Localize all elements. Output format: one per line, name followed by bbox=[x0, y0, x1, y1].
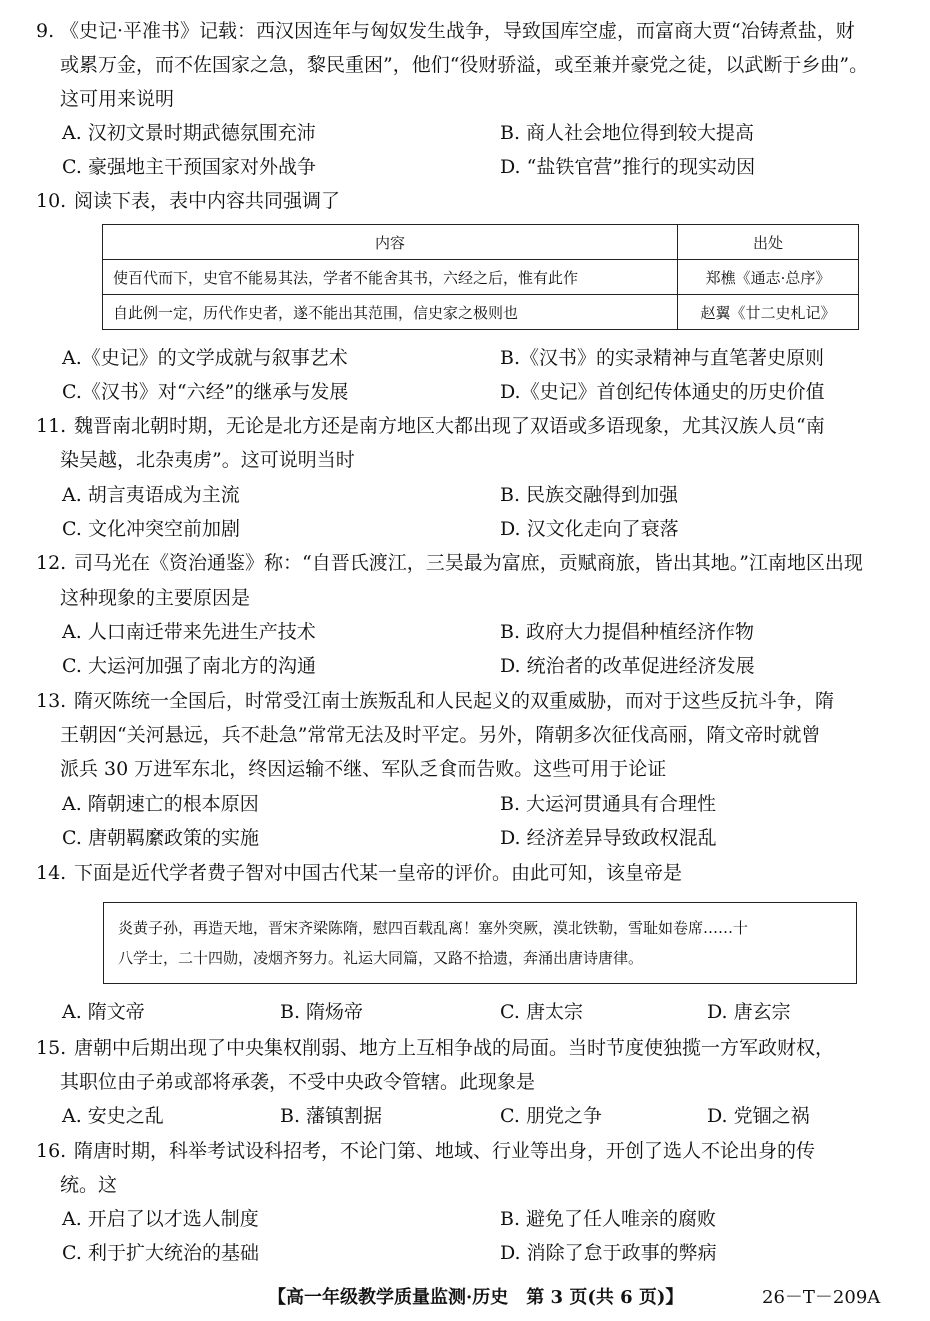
table-row bbox=[103, 260, 859, 295]
question-stem-line: 其职位由子弟或部将承袭，不受中央政令管辖。此现象是 bbox=[60, 1071, 536, 1093]
option-d: D. 唐玄宗 bbox=[707, 1001, 791, 1023]
option-d: D. 汉文化走向了衰落 bbox=[500, 518, 679, 540]
option-c: C.《汉书》对“六经”的继承与发展 bbox=[62, 381, 349, 403]
table-row bbox=[103, 295, 859, 330]
option-b: B. 商人社会地位得到较大提高 bbox=[500, 122, 755, 144]
question-stem-line: 唐朝中后期出现了中央集权削弱、地方上互相争战的局面。当时节度使独揽一方军政财权， bbox=[74, 1037, 835, 1059]
exam-code: 26－T－209A bbox=[762, 1287, 881, 1308]
option-b: B. 避免了任人唯亲的腐败 bbox=[500, 1208, 717, 1230]
question-number: 12. bbox=[36, 552, 67, 574]
question-number: 9. bbox=[36, 20, 55, 42]
option-b: B. 藩镇割据 bbox=[280, 1105, 383, 1127]
page-footer-title: 【高一年级教学质量监测·历史 第 3 页(共 6 页)】 bbox=[268, 1287, 684, 1308]
option-d: D. 统治者的改革促进经济发展 bbox=[500, 655, 755, 677]
question-stem-line: 统。这 bbox=[60, 1174, 118, 1196]
table-cell-source: 郑樵《通志·总序》 bbox=[678, 260, 859, 295]
question-stem-line: 这种现象的主要原因是 bbox=[60, 587, 251, 609]
question-stem-line: 隋唐时期，科举考试设科招考，不论门第、地域、行业等出身，开创了选人不论出身的传 bbox=[74, 1140, 816, 1162]
option-a: A. 隋文帝 bbox=[62, 1001, 145, 1023]
table-cell-source: 赵翼《廿二史札记》 bbox=[678, 295, 859, 330]
question-stem-line: 王朝因“关河悬远，兵不赴急”常常无法及时平定。另外，隋朝多次征伐高丽，隋文帝时就曾 bbox=[60, 724, 821, 746]
option-a: A. 人口南迁带来先进生产技术 bbox=[62, 621, 316, 643]
option-a: A. 开启了以才选人制度 bbox=[62, 1208, 259, 1230]
source-table bbox=[102, 224, 859, 330]
option-d: D. “盐铁官营”推行的现实动因 bbox=[500, 156, 756, 178]
option-a: A. 安史之乱 bbox=[62, 1105, 164, 1127]
option-b: B. 民族交融得到加强 bbox=[500, 484, 679, 506]
question-number: 10. bbox=[36, 190, 67, 212]
question-number: 13. bbox=[36, 690, 67, 712]
question-number: 15. bbox=[36, 1037, 67, 1059]
table-header-row bbox=[103, 225, 859, 260]
option-c: C. 唐朝羁縻政策的实施 bbox=[62, 827, 259, 849]
question-stem-line: 隋灭陈统一全国后，时常受江南士族叛乱和人民起义的双重威胁，而对于这些反抗斗争，隋 bbox=[74, 690, 835, 712]
option-a: A. 胡言夷语成为主流 bbox=[62, 484, 240, 506]
table-cell-content: 自此例一定，历代作史者，遂不能出其范围，信史家之极则也 bbox=[103, 295, 678, 330]
question-stem-line: 下面是近代学者费子智对中国古代某一皇帝的评价。由此可知，该皇帝是 bbox=[74, 862, 683, 884]
quote-line: 八学士，二十四勋，凌烟齐努力。礼运大同篇，又路不拾遗，奔涌出唐诗唐律。 bbox=[118, 949, 644, 967]
option-c: C. 利于扩大统治的基础 bbox=[62, 1242, 259, 1264]
option-c: C. 大运河加强了南北方的沟通 bbox=[62, 655, 316, 677]
option-b: B. 隋炀帝 bbox=[280, 1001, 364, 1023]
table-cell-content: 使百代而下，史官不能易其法，学者不能舍其书，六经之后，惟有此作 bbox=[103, 260, 678, 295]
quote-box bbox=[103, 902, 857, 984]
option-b: B.《汉书》的实录精神与直笔著史原则 bbox=[500, 347, 825, 369]
option-a: A. 隋朝速亡的根本原因 bbox=[62, 793, 259, 815]
option-d: D.《史记》首创纪传体通史的历史价值 bbox=[500, 381, 825, 403]
question-stem-line: 魏晋南北朝时期，无论是北方还是南方地区大都出现了双语或多语现象，尤其汉族人员“南 bbox=[74, 415, 825, 437]
table-header-source: 出处 bbox=[678, 225, 859, 260]
option-a: A. 汉初文景时期武德氛围充沛 bbox=[62, 122, 316, 144]
table-header-content: 内容 bbox=[103, 225, 678, 260]
question-stem-line: 阅读下表，表中内容共同强调了 bbox=[74, 190, 341, 212]
option-c: C. 朋党之争 bbox=[500, 1105, 602, 1127]
option-c: C. 文化冲突空前加剧 bbox=[62, 518, 240, 540]
question-number: 11. bbox=[36, 415, 67, 437]
question-stem-line: 《史记·平准书》记载：西汉因连年与匈奴发生战争，导致国库空虚，而富商大贾“冶铸煮盐，财 bbox=[60, 20, 855, 42]
option-c: C. 唐太宗 bbox=[500, 1001, 583, 1023]
option-a: A.《史记》的文学成就与叙事艺术 bbox=[62, 347, 348, 369]
option-d: D. 经济差异导致政权混乱 bbox=[500, 827, 717, 849]
question-stem-line: 这可用来说明 bbox=[60, 88, 175, 110]
question-stem-line: 派兵 30 万进军东北，终因运输不继、军队乏食而告败。这些可用于论证 bbox=[60, 758, 667, 780]
question-stem-line: 司马光在《资治通鉴》称：“自晋氏渡江，三吴最为富庶，贡赋商旅，皆出其地。”江南地区出现 bbox=[74, 552, 863, 574]
question-stem-line: 染吴越，北杂夷虏”。这可说明当时 bbox=[60, 449, 355, 471]
option-b: B. 大运河贯通具有合理性 bbox=[500, 793, 717, 815]
option-d: D. 消除了怠于政事的弊病 bbox=[500, 1242, 717, 1264]
question-number: 16. bbox=[36, 1140, 67, 1162]
option-c: C. 豪强地主干预国家对外战争 bbox=[62, 156, 316, 178]
option-b: B. 政府大力提倡种植经济作物 bbox=[500, 621, 755, 643]
quote-line: 炎黄子孙，再造天地，晋宋齐梁陈隋，慰四百载乱离！塞外突厥，漠北铁勒，雪耻如卷席……十 bbox=[118, 919, 749, 937]
question-number: 14. bbox=[36, 862, 67, 884]
option-d: D. 党锢之祸 bbox=[707, 1105, 810, 1127]
question-stem-line: 或累万金，而不佐国家之急，黎民重困”，他们“役财骄溢，或至兼并豪党之徒，以武断于乡曲”。 bbox=[60, 54, 869, 76]
